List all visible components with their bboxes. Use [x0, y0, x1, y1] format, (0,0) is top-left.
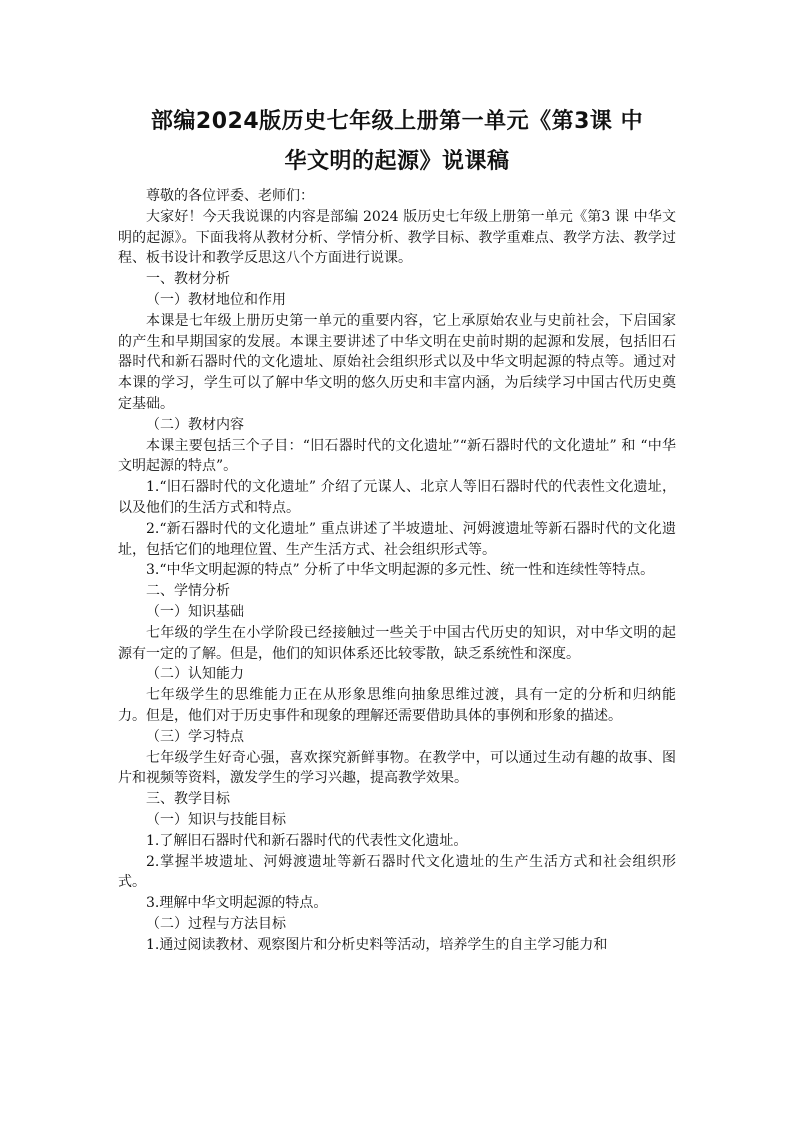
subsection-heading: （一）知识基础: [146, 603, 244, 620]
subsection-heading: （二）教材内容: [146, 416, 244, 433]
body-paragraph: 七年级学生的思维能力正在从形象思维向抽象思维过渡，具有一定的分析和归纳能力。但是，他们对于历史事件和现象的理解还需要借助具体的事例和形象的描述。: [118, 687, 676, 724]
subsection-heading: （二）认知能力: [146, 666, 244, 683]
section-heading-3: 三、教学目标: [146, 791, 230, 808]
section-heading-1: 一、教材分析: [146, 271, 230, 288]
list-item: 2.掌握半坡遗址、河姆渡遗址等新石器时代文化遗址的生产生活方式和社会组织形式。: [118, 853, 676, 891]
body-paragraph: 七年级的学生在小学阶段已经接触过一些关于中国古代历史的知识，对中华文明的起源有一定的了解。但是，他们的知识体系还比较零散，缺乏系统性和深度。: [118, 624, 676, 662]
subsection-heading: （一）知识与技能目标: [146, 811, 286, 828]
list-item: 2.“新石器时代的文化遗址” 重点讲述了半坡遗址、河姆渡遗址等新石器时代的文化遗址，包括它们的地理位置、生产生活方式、社会组织形式等。: [118, 520, 676, 558]
title-line-2: 华文明的起源》说课稿: [284, 149, 510, 174]
subsection-heading: （二）过程与方法目标: [146, 915, 286, 932]
list-item: 1.通过阅读教材、观察图片和分析史料等活动，培养学生的自主学习能力和: [146, 936, 608, 953]
section-heading-2: 二、学情分析: [146, 583, 230, 600]
subsection-heading: （三）学习特点: [146, 728, 244, 745]
document-page: [118, 102, 676, 955]
greeting: 尊敬的各位评委、老师们：: [146, 188, 314, 204]
intro-paragraph: 大家好！今天我说课的内容是部编 2024 版历史七年级上册第一单元《第3 课 中华文明的起源》。下面我将从教材分析、学情分析、教学目标、教学重难点、教学方法、教学过程、板书设计和教学反思这八个方面进行说课。: [118, 208, 676, 267]
list-item: 1.了解旧石器时代和新石器时代的代表性文化遗址。: [146, 832, 468, 849]
subsection-heading: （一）教材地位和作用: [146, 291, 286, 308]
document-body: [118, 186, 676, 955]
title-line-1: 部编2024版历史七年级上册第一单元《第3课 中: [150, 109, 644, 134]
document-title: [118, 102, 676, 182]
body-paragraph: 七年级学生好奇心强，喜欢探究新鲜事物。在教学中，可以通过生动有趣的故事、图片和视频等资料，激发学生的学习兴趣，提高教学效果。: [118, 749, 676, 787]
body-paragraph: 本课是七年级上册历史第一单元的重要内容，它上承原始农业与史前社会，下启国家的产生和早期国家的发展。本课主要讲述了中华文明在史前时期的起源和发展，包括旧石器时代和新石器时代的文化遗址、原始社会组织形式以及中华文明起源的特点等。通过对本课的学习，学生可以了解中华文明的悠久历史和丰富内涵，为后续学习中国古代历史奠定基础。: [118, 312, 676, 412]
list-item: 1.“旧石器时代的文化遗址” 介绍了元谋人、北京人等旧石器时代的代表性文化遗址，以及他们的生活方式和特点。: [118, 479, 676, 516]
list-item: 3.“中华文明起源的特点” 分析了中华文明起源的多元性、统一性和连续性等特点。: [146, 562, 655, 579]
list-item: 3.理解中华文明起源的特点。: [146, 895, 328, 912]
body-paragraph: 本课主要包括三个子目：“旧石器时代的文化遗址”“新石器时代的文化遗址” 和 “中华文明起源的特点”。: [118, 437, 676, 475]
